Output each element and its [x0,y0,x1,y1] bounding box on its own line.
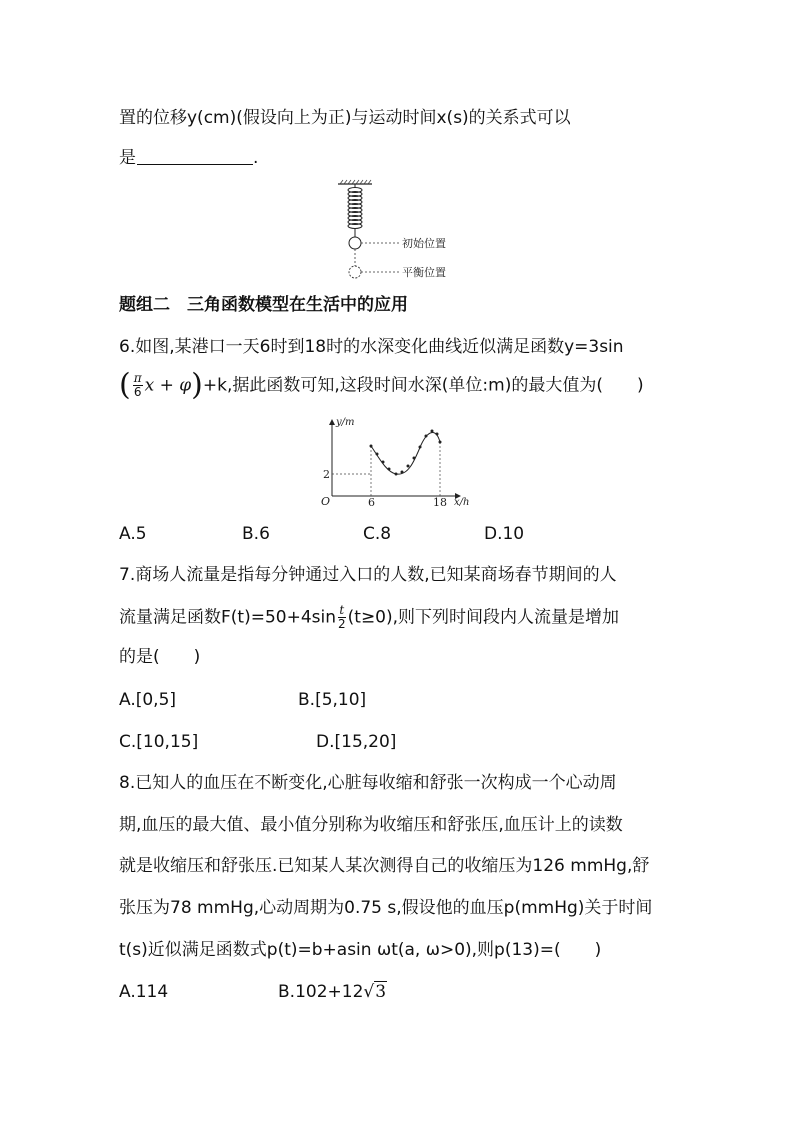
q8-option-b-prefix: B.102+12 [278,982,364,1002]
q7-frac-num: t [339,603,345,617]
q8-option-b-radicand: 3 [375,982,387,1002]
graph-point [425,435,428,438]
graph-point [395,473,398,476]
q6-line-2-suffix: +k,据此函数可知,这段时间水深(单位:m)的最大值为( ) [202,375,644,396]
q6-option-a[interactable]: A.5 [119,524,147,544]
q7-option-c[interactable]: C.[10,15] [119,732,199,752]
graph-point [413,457,416,460]
q7-fraction [338,604,346,631]
q6-left-paren: ( [119,367,131,403]
label-equilibrium: 平衡位置 [402,266,446,279]
graph-ylabel: y/m [336,417,355,428]
q6-frac-den: 6 [133,385,142,399]
q8-option-a[interactable]: A.114 [119,982,169,1002]
q7-option-b[interactable]: B.[5,10] [298,690,367,710]
graph-tick-x1: 6 [368,496,375,508]
graph-point [388,468,391,471]
intro-line-1: 置的位移y(cm)(假设向上为正)与运动时间x(s)的关系式可以 [119,108,571,128]
graph-point [439,441,442,444]
q7-line-2-prefix: 流量满足函数F(t)=50+4sin [119,607,336,628]
initial-position-ball [349,237,361,249]
spring-figure [330,178,470,284]
answer-blank [137,148,253,165]
graph-point [401,471,404,474]
q7-line-2-suffix: (t≥0),则下列时间段内人流量是增加 [347,607,620,628]
q6-line-1: 6.如图,某港口一天6时到18时的水深变化曲线近似满足函数y=3sin [119,337,624,357]
graph-point [436,433,439,436]
graph-point [431,430,434,433]
q7-option-a[interactable]: A.[0,5] [119,690,177,710]
q8-option-b[interactable] [278,980,387,1004]
q6-option-c[interactable]: C.8 [363,524,392,544]
section-heading: 题组二 三角函数模型在生活中的应用 [119,295,408,315]
graph-point [382,461,385,464]
q6-right-paren: ) [191,367,203,403]
ceiling-hatch [340,180,371,184]
intro-line-2-prefix: 是 [119,148,136,168]
graph-point [407,465,410,468]
q6-graph [318,412,478,508]
label-initial: 初始位置 [402,237,446,250]
q7-line-3: 的是( ) [119,647,201,667]
q6-option-b[interactable]: B.6 [242,524,270,544]
equilibrium-ball [349,266,361,278]
q7-line-2 [119,604,619,631]
q8-line-5: t(s)近似满足函数式p(t)=b+asin ωt(a, ω>0),则p(13)=( ) [119,940,602,960]
graph-point [376,453,379,456]
graph-tick-y: 2 [323,468,330,481]
graph-origin: O [321,495,331,508]
intro-line-2 [119,146,258,170]
graph-xlabel: x/h [454,497,470,508]
q8-line-2: 期,血压的最大值、最小值分别称为收缩压和舒张压,血压计上的读数 [119,815,623,835]
spring-coils [348,184,362,237]
sqrt-symbol: √3 [363,982,387,1002]
q8-line-3: 就是收缩压和舒张压.已知某人某次测得自己的收缩压为126 mmHg,舒 [119,856,650,876]
intro-line-2-suffix: . [253,148,259,168]
q7-line-1: 7.商场人流量是指每分钟通过入口的人数,已知某商场春节期间的人 [119,565,617,585]
graph-point [419,446,422,449]
q6-fraction [133,372,143,399]
q6-inner: x + φ [144,375,192,396]
graph-tick-x2: 18 [433,496,447,508]
q6-line-2 [119,367,644,403]
graph-points [370,430,442,476]
graph-point [370,445,373,448]
graph-curve [371,433,440,475]
q7-option-d[interactable]: D.[15,20] [316,732,397,752]
q6-frac-num: π [133,371,142,385]
q8-line-4: 张压为78 mmHg,心动周期为0.75 s,假设他的血压p(mmHg)关于时间 [119,898,653,918]
q8-line-1: 8.已知人的血压在不断变化,心脏每收缩和舒张一次构成一个心动周 [119,773,617,793]
q7-frac-den: 2 [338,617,346,631]
q6-option-d[interactable]: D.10 [484,524,525,544]
